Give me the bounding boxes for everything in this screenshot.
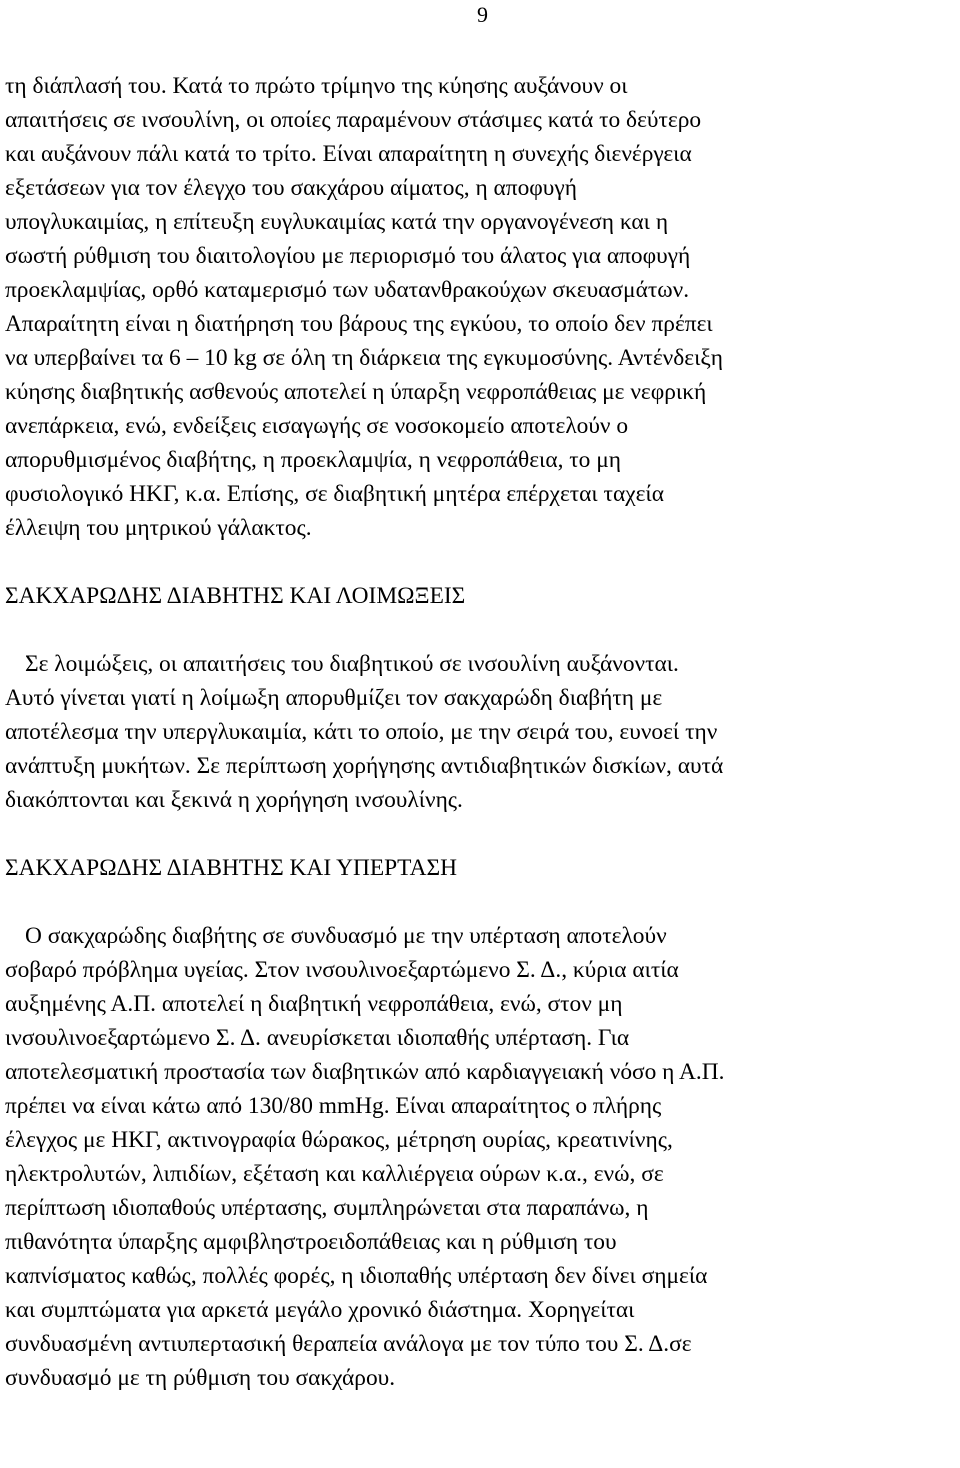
- text-line: εξετάσεων για τον έλεγχο του σακχάρου αίματος, η αποφυγή: [5, 175, 577, 201]
- text-line: αυξημένης Α.Π. αποτελεί η διαβητική νεφροπάθεια, ενώ, στον μη: [5, 991, 623, 1017]
- text-line: συνδυασμό με τη ρύθμιση του σακχάρου.: [5, 1365, 396, 1391]
- text-line: να υπερβαίνει τα 6 – 10 kg σε όλη τη διάρκεια της εγκυμοσύνης. Αντένδειξη: [5, 345, 724, 371]
- text-line: έλλειψη του μητρικού γάλακτος.: [5, 515, 312, 541]
- text-line: κύησης διαβητικής ασθενούς αποτελεί η ύπαρξη νεφροπάθειας με νεφρική: [5, 379, 707, 405]
- text-line: σωστή ρύθμιση του διαιτολογίου με περιορισμό του άλατος για αποφυγή: [5, 243, 691, 269]
- text-line: και αυξάνουν πάλι κατά το τρίτο. Είναι απαραίτητη η συνεχής διενέργεια: [5, 141, 692, 167]
- text-line: ηλεκτρολυτών, λιπιδίων, εξέταση και καλλιέργεια ούρων κ.α., ενώ, σε: [5, 1161, 664, 1187]
- text-line: Σε λοιμώξεις, οι απαιτήσεις του διαβητικού σε ινσουλίνη αυξάνονται.: [25, 651, 679, 677]
- text-line: αποτελεσματική προστασία των διαβητικών από καρδιαγγειακή νόσο η Α.Π.: [5, 1059, 725, 1085]
- document-body: [5, 69, 957, 1395]
- text-line: τη διάπλασή του. Κατά το πρώτο τρίμηνο της κύησης αυξάνουν οι: [5, 73, 628, 99]
- text-line: πιθανότητα ύπαρξης αμφιβληστροειδοπάθειας και η ρύθμιση του: [5, 1229, 617, 1255]
- paragraph-pregnancy: [5, 69, 957, 545]
- text-line: απαιτήσεις σε ινσουλίνη, οι οποίες παραμένουν στάσιμες κατά το δεύτερο: [5, 107, 702, 133]
- text-line: υπογλυκαιμίας, η επίτευξη ευγλυκαιμίας κατά την οργανογένεση και η: [5, 209, 669, 235]
- section-heading-hypertension: ΣΑΚΧΑΡΩΔΗΣ ΔΙΑΒΗΤΗΣ ΚΑΙ ΥΠΕΡΤΑΣΗ: [5, 855, 457, 881]
- text-line: φυσιολογικό ΗΚΓ, κ.α. Επίσης, σε διαβητική μητέρα επέρχεται ταχεία: [5, 481, 664, 507]
- text-line: ινσουλινοεξαρτώμενο Σ. Δ. ανευρίσκεται ιδιοπαθής υπέρταση. Για: [5, 1025, 630, 1051]
- text-line: και συμπτώματα για αρκετά μεγάλο χρονικό διάστημα. Χορηγείται: [5, 1297, 635, 1323]
- text-line: Απαραίτητη είναι η διατήρηση του βάρους της εγκύου, το οποίο δεν πρέπει: [5, 311, 713, 337]
- paragraph-hypertension: [5, 919, 957, 1395]
- text-line: ανεπάρκεια, ενώ, ενδείξεις εισαγωγής σε νοσοκομείο αποτελούν ο: [5, 413, 629, 439]
- text-line: συνδυασμένη αντιυπερτασική θεραπεία ανάλογα με τον τύπο του Σ. Δ.σε: [5, 1331, 692, 1357]
- text-line: Αυτό γίνεται γιατί η λοίμωξη απορυθμίζει τον σακχαρώδη διαβήτη με: [5, 685, 663, 711]
- text-line: περίπτωση ιδιοπαθούς υπέρτασης, συμπληρώνεται στα παραπάνω, η: [5, 1195, 649, 1221]
- text-line: αποτέλεσμα την υπεργλυκαιμία, κάτι το οποίο, με την σειρά του, ευνοεί την: [5, 719, 718, 745]
- text-line: διακόπτονται και ξεκινά η χορήγηση ινσουλίνης.: [5, 787, 463, 813]
- text-line: έλεγχος με ΗΚΓ, ακτινογραφία θώρακος, μέτρηση ουρίας, κρεατινίνης,: [5, 1127, 673, 1153]
- text-line: σοβαρό πρόβλημα υγείας. Στον ινσουλινοεξαρτώμενο Σ. Δ., κύρια αιτία: [5, 957, 679, 983]
- page-number: 9: [477, 2, 488, 27]
- text-line: πρέπει να είναι κάτω από 130/80 mmHg. Είναι απαραίτητος ο πλήρης: [5, 1093, 662, 1119]
- text-line: ανάπτυξη μυκήτων. Σε περίπτωση χορήγησης αντιδιαβητικών δισκίων, αυτά: [5, 753, 724, 779]
- section-heading-infections: ΣΑΚΧΑΡΩΔΗΣ ΔΙΑΒΗΤΗΣ ΚΑΙ ΛΟΙΜΩΞΕΙΣ: [5, 583, 466, 609]
- text-line: προεκλαμψίας, ορθό καταμερισμό των υδατανθρακούχων σκευασμάτων.: [5, 277, 690, 303]
- text-line: καπνίσματος καθώς, πολλές φορές, η ιδιοπαθής υπέρταση δεν δίνει σημεία: [5, 1263, 708, 1289]
- paragraph-infections: [5, 647, 957, 817]
- text-line: Ο σακχαρώδης διαβήτης σε συνδυασμό με την υπέρταση αποτελούν: [25, 923, 667, 949]
- text-line: απορυθμισμένος διαβήτης, η προεκλαμψία, η νεφροπάθεια, το μη: [5, 447, 621, 473]
